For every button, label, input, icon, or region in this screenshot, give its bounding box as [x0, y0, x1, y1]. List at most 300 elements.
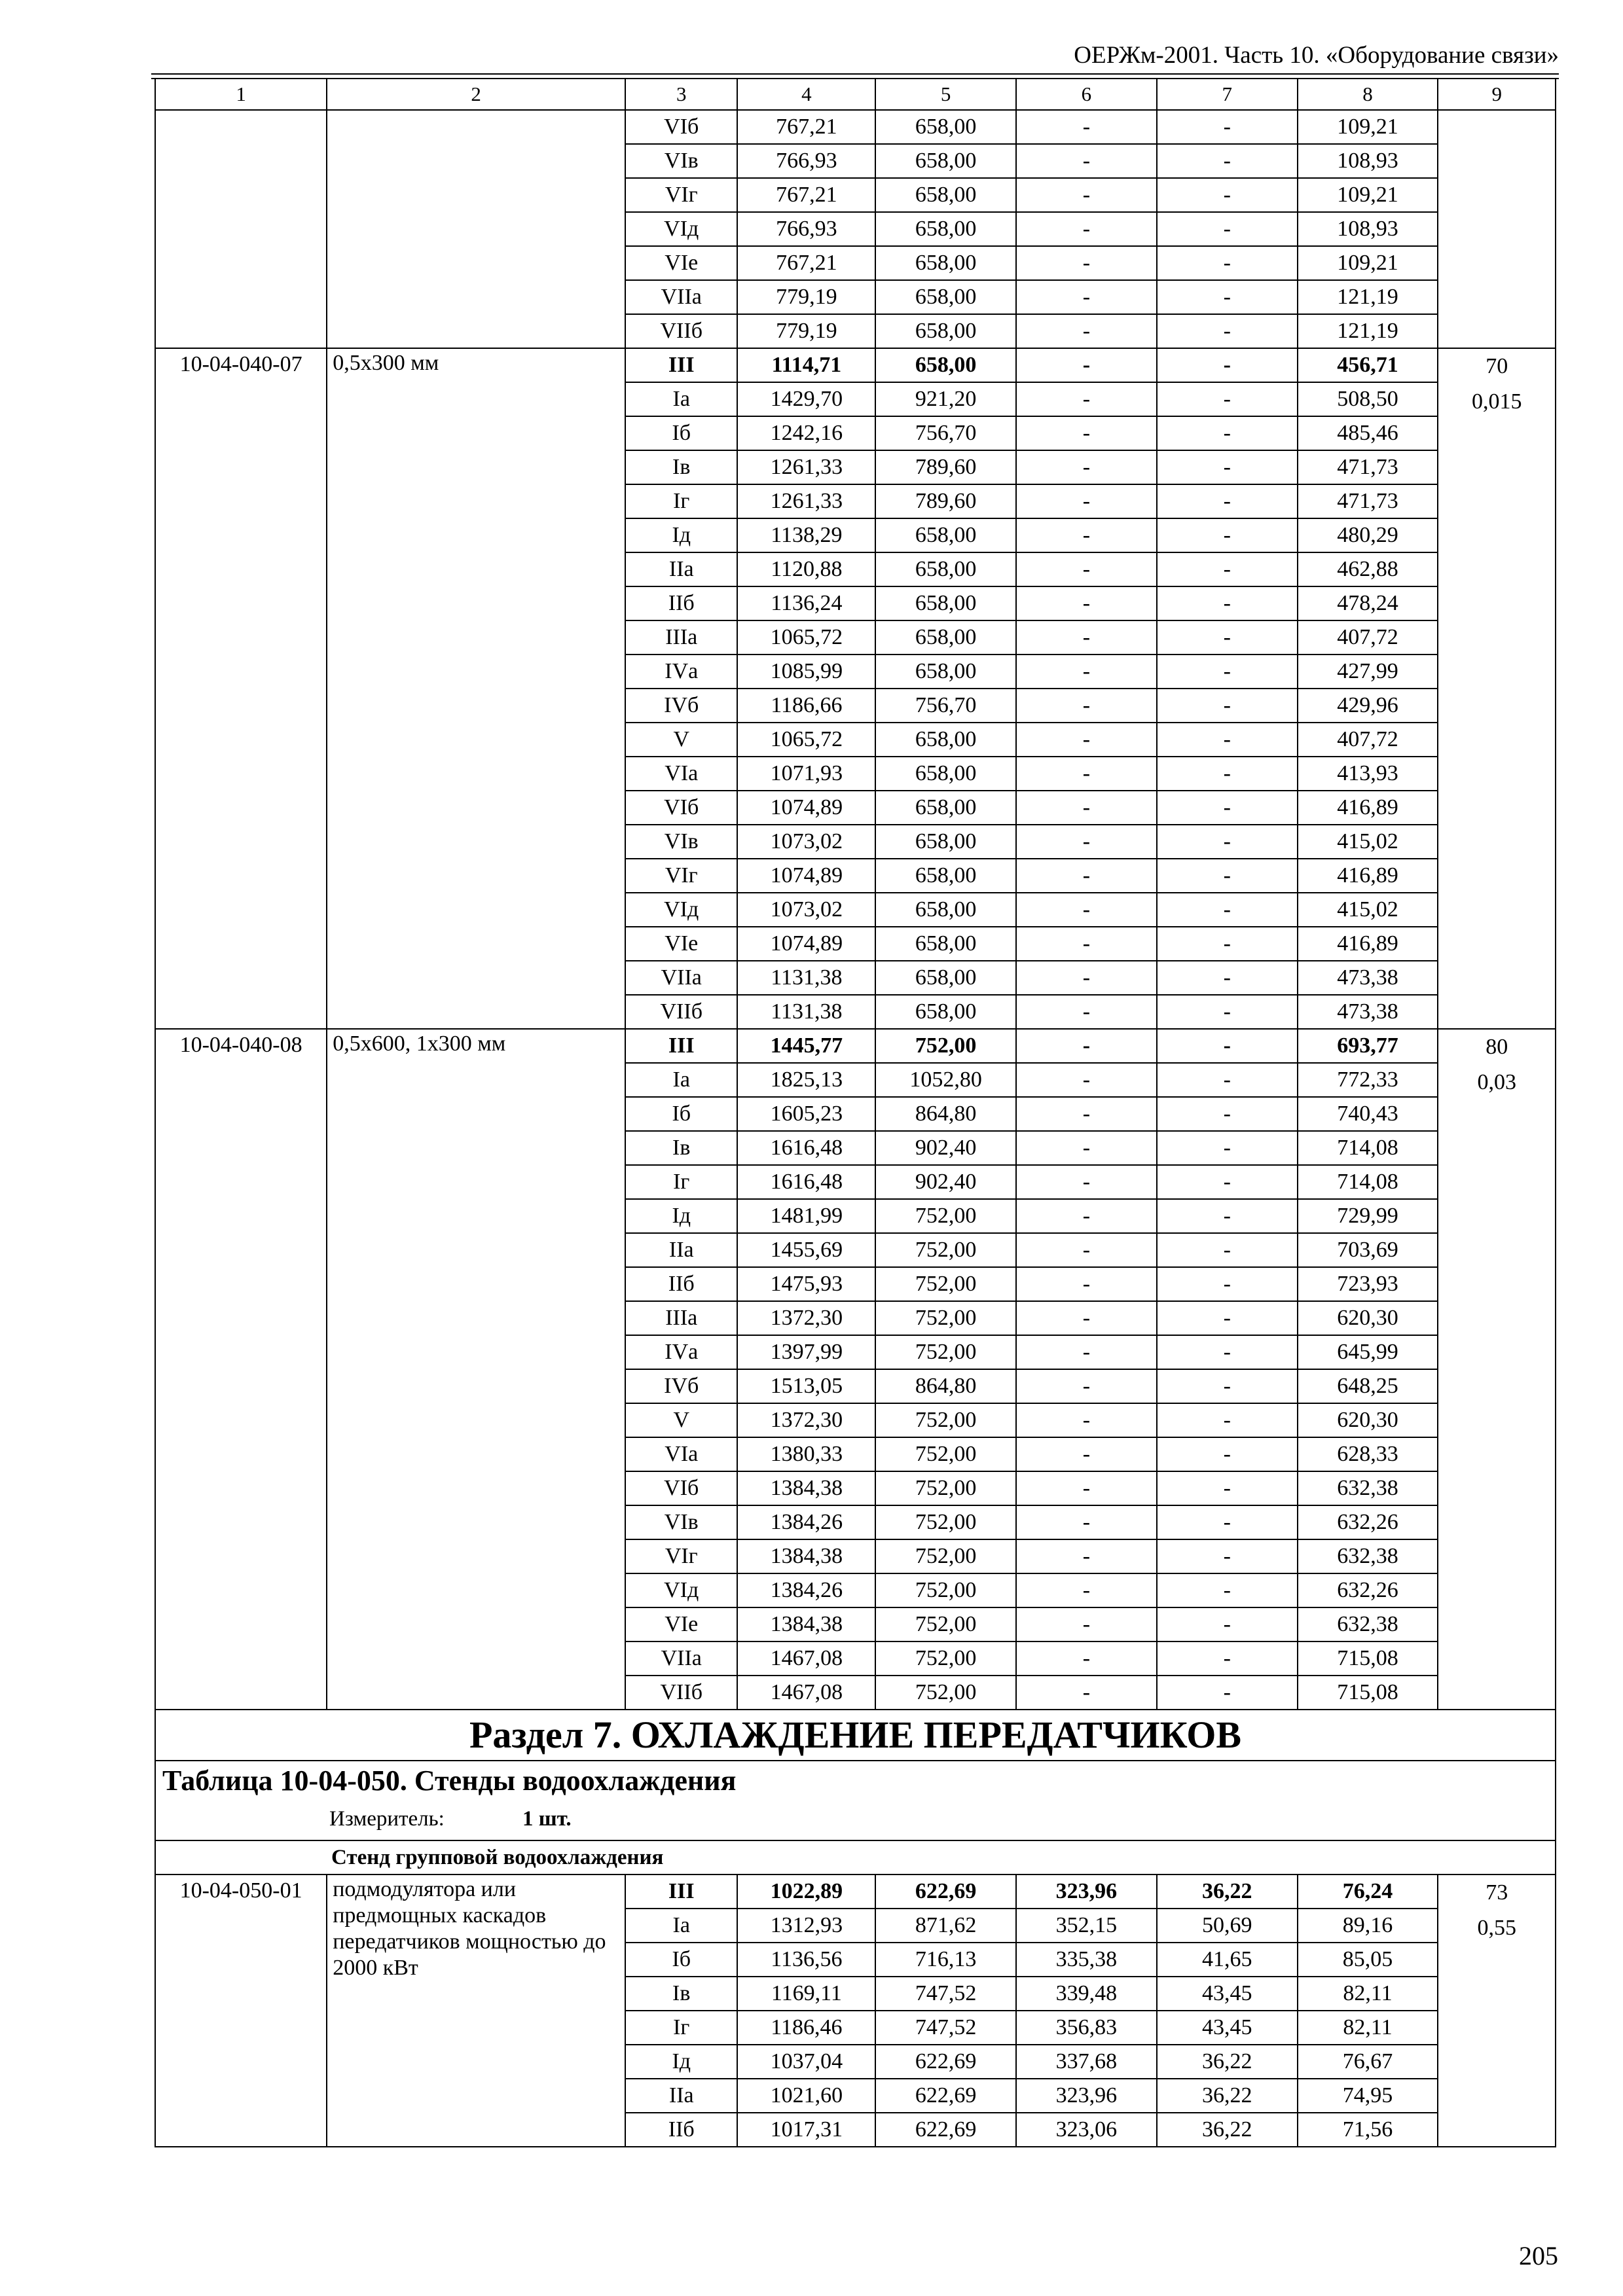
- total-cost-cell: 1384,26: [737, 1573, 875, 1607]
- zone-cell: VIв: [625, 1505, 737, 1539]
- machines-cell: -: [1016, 416, 1157, 450]
- materials-cell: 462,88: [1298, 552, 1438, 586]
- materials-cell: 723,93: [1298, 1267, 1438, 1301]
- total-cost-cell: 1186,66: [737, 689, 875, 723]
- machinists-wages-cell: -: [1157, 144, 1298, 178]
- machinists-wages-cell: 36,22: [1157, 2045, 1298, 2079]
- zone-cell: Iг: [625, 1165, 737, 1199]
- machinists-wages-cell: -: [1157, 859, 1298, 893]
- total-cost-cell: 1384,38: [737, 1471, 875, 1505]
- zone-cell: VIе: [625, 246, 737, 280]
- total-cost-cell: 1605,23: [737, 1097, 875, 1131]
- machinists-wages-cell: -: [1157, 757, 1298, 791]
- machinists-wages-cell: -: [1157, 416, 1298, 450]
- total-cost-cell: 1384,38: [737, 1539, 875, 1573]
- machines-cell: -: [1016, 859, 1157, 893]
- machinists-wages-cell: -: [1157, 825, 1298, 859]
- wages-cell: 752,00: [875, 1607, 1016, 1641]
- zone-cell: IIа: [625, 1233, 737, 1267]
- machinists-wages-cell: -: [1157, 791, 1298, 825]
- materials-cell: 632,38: [1298, 1539, 1438, 1573]
- wages-cell: 658,00: [875, 314, 1016, 348]
- machinists-wages-cell: -: [1157, 280, 1298, 314]
- page-header: ОЕРЖм-2001. Часть 10. «Оборудование связи»: [1074, 42, 1559, 69]
- wages-cell: 752,00: [875, 1267, 1016, 1301]
- wages-cell: 658,00: [875, 620, 1016, 655]
- materials-cell: 121,19: [1298, 314, 1438, 348]
- wages-cell: 658,00: [875, 927, 1016, 961]
- materials-cell: 413,93: [1298, 757, 1438, 791]
- wages-cell: 902,40: [875, 1165, 1016, 1199]
- machinists-wages-cell: -: [1157, 348, 1298, 382]
- materials-cell: 715,08: [1298, 1676, 1438, 1710]
- total-cost-cell: 1261,33: [737, 484, 875, 518]
- zone-cell: V: [625, 723, 737, 757]
- machinists-wages-cell: -: [1157, 314, 1298, 348]
- zone-cell: VIIа: [625, 280, 737, 314]
- materials-cell: 416,89: [1298, 791, 1438, 825]
- wages-cell: 658,00: [875, 995, 1016, 1029]
- total-cost-cell: 1136,56: [737, 1943, 875, 1977]
- wages-cell: 902,40: [875, 1131, 1016, 1165]
- zone-cell: VIб: [625, 110, 737, 144]
- materials-cell: 478,24: [1298, 586, 1438, 620]
- machines-cell: -: [1016, 348, 1157, 382]
- total-cost-cell: 1312,93: [737, 1909, 875, 1943]
- total-cost-cell: 1825,13: [737, 1063, 875, 1097]
- zone-cell: Iв: [625, 1977, 737, 2011]
- subheading: Стенд групповой водоохлаждения: [155, 1840, 1556, 1874]
- total-cost-cell: 1022,89: [737, 1874, 875, 1909]
- machinists-wages-cell: -: [1157, 518, 1298, 552]
- materials-cell: 82,11: [1298, 1977, 1438, 2011]
- machines-cell: -: [1016, 314, 1157, 348]
- materials-cell: 628,33: [1298, 1437, 1438, 1471]
- total-cost-cell: 1384,38: [737, 1607, 875, 1641]
- machines-cell: -: [1016, 995, 1157, 1029]
- zone-cell: IIб: [625, 2113, 737, 2147]
- wages-cell: 752,00: [875, 1199, 1016, 1233]
- total-cost-cell: 1513,05: [737, 1369, 875, 1403]
- machines-cell: -: [1016, 552, 1157, 586]
- machines-cell: -: [1016, 450, 1157, 484]
- zone-cell: VIб: [625, 1471, 737, 1505]
- materials-cell: 740,43: [1298, 1097, 1438, 1131]
- zone-cell: VIд: [625, 212, 737, 246]
- column-number: 8: [1298, 79, 1438, 110]
- wages-cell: 864,80: [875, 1369, 1016, 1403]
- total-cost-cell: 767,21: [737, 178, 875, 212]
- machines-cell: 323,96: [1016, 2079, 1157, 2113]
- machines-cell: -: [1016, 723, 1157, 757]
- labor-machinists-value: 0,03: [1477, 1070, 1516, 1094]
- materials-cell: 121,19: [1298, 280, 1438, 314]
- labor-machinists-value: 0,55: [1477, 1916, 1516, 1940]
- page-number: 205: [1519, 2241, 1558, 2270]
- machines-cell: -: [1016, 1063, 1157, 1097]
- total-cost-cell: 767,21: [737, 246, 875, 280]
- labor-workers-value: 73: [1486, 1880, 1508, 1905]
- measure-label: Измеритель:: [329, 1807, 445, 1831]
- machines-cell: 337,68: [1016, 2045, 1157, 2079]
- total-cost-cell: 1065,72: [737, 620, 875, 655]
- zone-cell: IVа: [625, 1335, 737, 1369]
- machinists-wages-cell: 50,69: [1157, 1909, 1298, 1943]
- total-cost-cell: 1017,31: [737, 2113, 875, 2147]
- total-cost-cell: 1372,30: [737, 1403, 875, 1437]
- wages-cell: 716,13: [875, 1943, 1016, 1977]
- wages-cell: 658,00: [875, 110, 1016, 144]
- zone-cell: IVб: [625, 689, 737, 723]
- total-cost-cell: 1397,99: [737, 1335, 875, 1369]
- rate-name-text: 0,5х300 мм: [333, 351, 439, 375]
- zone-cell: IIб: [625, 1267, 737, 1301]
- header-rule: [151, 73, 1559, 75]
- rate-code-cell: 10-04-040-07: [155, 348, 327, 1029]
- machines-cell: -: [1016, 1335, 1157, 1369]
- zone-cell: VIд: [625, 893, 737, 927]
- machinists-wages-cell: -: [1157, 1267, 1298, 1301]
- wages-cell: 622,69: [875, 2079, 1016, 2113]
- wages-cell: 622,69: [875, 2045, 1016, 2079]
- machinists-wages-cell: -: [1157, 586, 1298, 620]
- table-row: [155, 1029, 1556, 1063]
- zone-cell: VIб: [625, 791, 737, 825]
- machines-cell: -: [1016, 518, 1157, 552]
- materials-cell: 645,99: [1298, 1335, 1438, 1369]
- column-number: 4: [737, 79, 875, 110]
- total-cost-cell: 1261,33: [737, 450, 875, 484]
- table-row: [155, 1874, 1556, 1909]
- machines-cell: -: [1016, 620, 1157, 655]
- machines-cell: -: [1016, 1199, 1157, 1233]
- machines-cell: -: [1016, 1437, 1157, 1471]
- machines-cell: 356,83: [1016, 2011, 1157, 2045]
- table-title: Таблица 10-04-050. Стенды водоохлаждения: [162, 1765, 737, 1797]
- total-cost-cell: 1037,04: [737, 2045, 875, 2079]
- machines-cell: 339,48: [1016, 1977, 1157, 2011]
- machines-cell: -: [1016, 246, 1157, 280]
- materials-cell: 648,25: [1298, 1369, 1438, 1403]
- wages-cell: 752,00: [875, 1029, 1016, 1063]
- rate-code-cell: [155, 110, 327, 348]
- materials-cell: 620,30: [1298, 1301, 1438, 1335]
- materials-cell: 82,11: [1298, 2011, 1438, 2045]
- zone-cell: Iг: [625, 484, 737, 518]
- column-number: 7: [1157, 79, 1298, 110]
- zone-cell: VIг: [625, 178, 737, 212]
- subheading-row: [155, 1840, 1556, 1874]
- wages-cell: 658,00: [875, 144, 1016, 178]
- machinists-wages-cell: -: [1157, 1369, 1298, 1403]
- zone-cell: Iб: [625, 416, 737, 450]
- zone-cell: VIIа: [625, 961, 737, 995]
- zone-cell: IIа: [625, 552, 737, 586]
- labor-cell: [1438, 348, 1556, 1029]
- zone-cell: IIIа: [625, 620, 737, 655]
- rate-name-cell: [327, 1029, 625, 1710]
- wages-cell: 658,00: [875, 586, 1016, 620]
- machinists-wages-cell: -: [1157, 1165, 1298, 1199]
- machinists-wages-cell: -: [1157, 620, 1298, 655]
- zone-cell: IIIа: [625, 1301, 737, 1335]
- wages-cell: 752,00: [875, 1471, 1016, 1505]
- wages-cell: 752,00: [875, 1301, 1016, 1335]
- zone-cell: IVб: [625, 1369, 737, 1403]
- materials-cell: 620,30: [1298, 1403, 1438, 1437]
- materials-cell: 508,50: [1298, 382, 1438, 416]
- labor-workers-value: 80: [1486, 1035, 1508, 1059]
- machinists-wages-cell: -: [1157, 1063, 1298, 1097]
- measure-value: 1 шт.: [522, 1807, 572, 1831]
- wages-cell: 871,62: [875, 1909, 1016, 1943]
- zone-cell: Iб: [625, 1943, 737, 1977]
- materials-cell: 76,24: [1298, 1874, 1438, 1909]
- zone-cell: VIIб: [625, 314, 737, 348]
- zone-cell: VIе: [625, 927, 737, 961]
- rate-name-cell: [327, 1874, 625, 2147]
- machinists-wages-cell: -: [1157, 1607, 1298, 1641]
- wages-cell: 752,00: [875, 1573, 1016, 1607]
- materials-cell: 415,02: [1298, 893, 1438, 927]
- total-cost-cell: 1467,08: [737, 1676, 875, 1710]
- machines-cell: -: [1016, 1369, 1157, 1403]
- materials-cell: 456,71: [1298, 348, 1438, 382]
- materials-cell: 407,72: [1298, 620, 1438, 655]
- total-cost-cell: 1074,89: [737, 791, 875, 825]
- machines-cell: -: [1016, 586, 1157, 620]
- wages-cell: 658,00: [875, 859, 1016, 893]
- wages-cell: 658,00: [875, 961, 1016, 995]
- machines-cell: -: [1016, 961, 1157, 995]
- rate-name-cell: [327, 348, 625, 1029]
- machines-cell: -: [1016, 280, 1157, 314]
- wages-cell: 658,00: [875, 893, 1016, 927]
- wages-cell: 658,00: [875, 246, 1016, 280]
- zone-cell: Iа: [625, 1909, 737, 1943]
- machines-cell: -: [1016, 825, 1157, 859]
- total-cost-cell: 766,93: [737, 212, 875, 246]
- wages-cell: 658,00: [875, 212, 1016, 246]
- zone-cell: VIIа: [625, 1641, 737, 1676]
- zone-cell: V: [625, 1403, 737, 1437]
- zone-cell: VIв: [625, 144, 737, 178]
- machines-cell: 352,15: [1016, 1909, 1157, 1943]
- total-cost-cell: 1021,60: [737, 2079, 875, 2113]
- zone-cell: Iв: [625, 450, 737, 484]
- materials-cell: 471,73: [1298, 484, 1438, 518]
- machinists-wages-cell: -: [1157, 1471, 1298, 1505]
- total-cost-cell: 1169,11: [737, 1977, 875, 2011]
- zone-cell: Iа: [625, 1063, 737, 1097]
- machines-cell: -: [1016, 1471, 1157, 1505]
- machinists-wages-cell: 36,22: [1157, 2113, 1298, 2147]
- price-table: [155, 78, 1556, 2147]
- zone-cell: IVа: [625, 655, 737, 689]
- machinists-wages-cell: -: [1157, 450, 1298, 484]
- materials-cell: 416,89: [1298, 927, 1438, 961]
- machinists-wages-cell: 41,65: [1157, 1943, 1298, 1977]
- materials-cell: 416,89: [1298, 859, 1438, 893]
- machines-cell: -: [1016, 1165, 1157, 1199]
- total-cost-cell: 1481,99: [737, 1199, 875, 1233]
- wages-cell: 752,00: [875, 1437, 1016, 1471]
- machines-cell: -: [1016, 1641, 1157, 1676]
- materials-cell: 729,99: [1298, 1199, 1438, 1233]
- materials-cell: 715,08: [1298, 1641, 1438, 1676]
- machinists-wages-cell: -: [1157, 689, 1298, 723]
- wages-cell: 864,80: [875, 1097, 1016, 1131]
- total-cost-cell: 1120,88: [737, 552, 875, 586]
- machinists-wages-cell: -: [1157, 995, 1298, 1029]
- machinists-wages-cell: -: [1157, 655, 1298, 689]
- zone-cell: VIа: [625, 757, 737, 791]
- wages-cell: 752,00: [875, 1335, 1016, 1369]
- machinists-wages-cell: -: [1157, 1029, 1298, 1063]
- materials-cell: 772,33: [1298, 1063, 1438, 1097]
- total-cost-cell: 1380,33: [737, 1437, 875, 1471]
- total-cost-cell: 1186,46: [737, 2011, 875, 2045]
- wages-cell: 658,00: [875, 280, 1016, 314]
- zone-cell: Iд: [625, 518, 737, 552]
- materials-cell: 109,21: [1298, 110, 1438, 144]
- machinists-wages-cell: -: [1157, 1199, 1298, 1233]
- materials-cell: 429,96: [1298, 689, 1438, 723]
- wages-cell: 752,00: [875, 1676, 1016, 1710]
- zone-cell: III: [625, 1029, 737, 1063]
- total-cost-cell: 779,19: [737, 280, 875, 314]
- machinists-wages-cell: -: [1157, 1437, 1298, 1471]
- wages-cell: 752,00: [875, 1641, 1016, 1676]
- machinists-wages-cell: -: [1157, 1676, 1298, 1710]
- wages-cell: 747,52: [875, 2011, 1016, 2045]
- machines-cell: -: [1016, 1403, 1157, 1437]
- zone-cell: Iд: [625, 2045, 737, 2079]
- table-row: [155, 348, 1556, 382]
- machinists-wages-cell: 43,45: [1157, 1977, 1298, 2011]
- zone-cell: VIIб: [625, 1676, 737, 1710]
- materials-cell: 632,26: [1298, 1505, 1438, 1539]
- zone-cell: Iв: [625, 1131, 737, 1165]
- wages-cell: 658,00: [875, 178, 1016, 212]
- wages-cell: 622,69: [875, 1874, 1016, 1909]
- wages-cell: 658,00: [875, 791, 1016, 825]
- wages-cell: 658,00: [875, 757, 1016, 791]
- table-info: [155, 1761, 1556, 1840]
- machinists-wages-cell: -: [1157, 893, 1298, 927]
- zone-cell: IIа: [625, 2079, 737, 2113]
- materials-cell: 109,21: [1298, 178, 1438, 212]
- total-cost-cell: 779,19: [737, 314, 875, 348]
- labor-cell: [1438, 1874, 1556, 2147]
- machinists-wages-cell: -: [1157, 1131, 1298, 1165]
- measure-line: [156, 1801, 1555, 1837]
- column-number: 6: [1016, 79, 1157, 110]
- machinists-wages-cell: -: [1157, 1573, 1298, 1607]
- total-cost-cell: 1384,26: [737, 1505, 875, 1539]
- table-info-row: [155, 1761, 1556, 1840]
- machines-cell: -: [1016, 1505, 1157, 1539]
- rate-name-text: [333, 111, 625, 112]
- column-number: 1: [155, 79, 327, 110]
- zone-cell: VIа: [625, 1437, 737, 1471]
- machines-cell: -: [1016, 144, 1157, 178]
- wages-cell: 756,70: [875, 416, 1016, 450]
- machinists-wages-cell: -: [1157, 723, 1298, 757]
- machines-cell: -: [1016, 1539, 1157, 1573]
- machinists-wages-cell: 36,22: [1157, 1874, 1298, 1909]
- wages-cell: 789,60: [875, 450, 1016, 484]
- total-cost-cell: 1131,38: [737, 995, 875, 1029]
- materials-cell: 109,21: [1298, 246, 1438, 280]
- labor-cell: [1438, 1029, 1556, 1710]
- materials-cell: 407,72: [1298, 723, 1438, 757]
- materials-cell: 89,16: [1298, 1909, 1438, 1943]
- section-row: [155, 1710, 1556, 1761]
- total-cost-cell: 1616,48: [737, 1131, 875, 1165]
- machines-cell: -: [1016, 893, 1157, 927]
- wages-cell: 752,00: [875, 1505, 1016, 1539]
- wages-cell: 658,00: [875, 825, 1016, 859]
- total-cost-cell: 1372,30: [737, 1301, 875, 1335]
- machines-cell: -: [1016, 689, 1157, 723]
- machines-cell: -: [1016, 1607, 1157, 1641]
- machines-cell: 323,06: [1016, 2113, 1157, 2147]
- machinists-wages-cell: -: [1157, 1335, 1298, 1369]
- machinists-wages-cell: -: [1157, 1403, 1298, 1437]
- zone-cell: VIг: [625, 1539, 737, 1573]
- machines-cell: -: [1016, 484, 1157, 518]
- zone-cell: VIIб: [625, 995, 737, 1029]
- total-cost-cell: 1114,71: [737, 348, 875, 382]
- total-cost-cell: 1455,69: [737, 1233, 875, 1267]
- table-body: [155, 79, 1556, 2147]
- total-cost-cell: 1445,77: [737, 1029, 875, 1063]
- total-cost-cell: 1467,08: [737, 1641, 875, 1676]
- column-number: 9: [1438, 79, 1556, 110]
- materials-cell: 74,95: [1298, 2079, 1438, 2113]
- wages-cell: 756,70: [875, 689, 1016, 723]
- machines-cell: -: [1016, 382, 1157, 416]
- machines-cell: -: [1016, 1029, 1157, 1063]
- materials-cell: 632,38: [1298, 1607, 1438, 1641]
- materials-cell: 480,29: [1298, 518, 1438, 552]
- total-cost-cell: 1073,02: [737, 825, 875, 859]
- machines-cell: -: [1016, 1676, 1157, 1710]
- total-cost-cell: 1429,70: [737, 382, 875, 416]
- rate-name-cell: [327, 110, 625, 348]
- zone-cell: III: [625, 348, 737, 382]
- machinists-wages-cell: -: [1157, 552, 1298, 586]
- materials-cell: 471,73: [1298, 450, 1438, 484]
- machines-cell: -: [1016, 655, 1157, 689]
- total-cost-cell: 1073,02: [737, 893, 875, 927]
- wages-cell: 658,00: [875, 723, 1016, 757]
- machinists-wages-cell: -: [1157, 1301, 1298, 1335]
- wages-cell: 789,60: [875, 484, 1016, 518]
- materials-cell: 71,56: [1298, 2113, 1438, 2147]
- machines-cell: -: [1016, 178, 1157, 212]
- total-cost-cell: 1085,99: [737, 655, 875, 689]
- machines-cell: 323,96: [1016, 1874, 1157, 1909]
- wages-cell: 752,00: [875, 1539, 1016, 1573]
- table-row: [155, 110, 1556, 144]
- machines-cell: -: [1016, 1267, 1157, 1301]
- materials-cell: 632,38: [1298, 1471, 1438, 1505]
- wages-cell: 747,52: [875, 1977, 1016, 2011]
- total-cost-cell: 1071,93: [737, 757, 875, 791]
- machinists-wages-cell: -: [1157, 1505, 1298, 1539]
